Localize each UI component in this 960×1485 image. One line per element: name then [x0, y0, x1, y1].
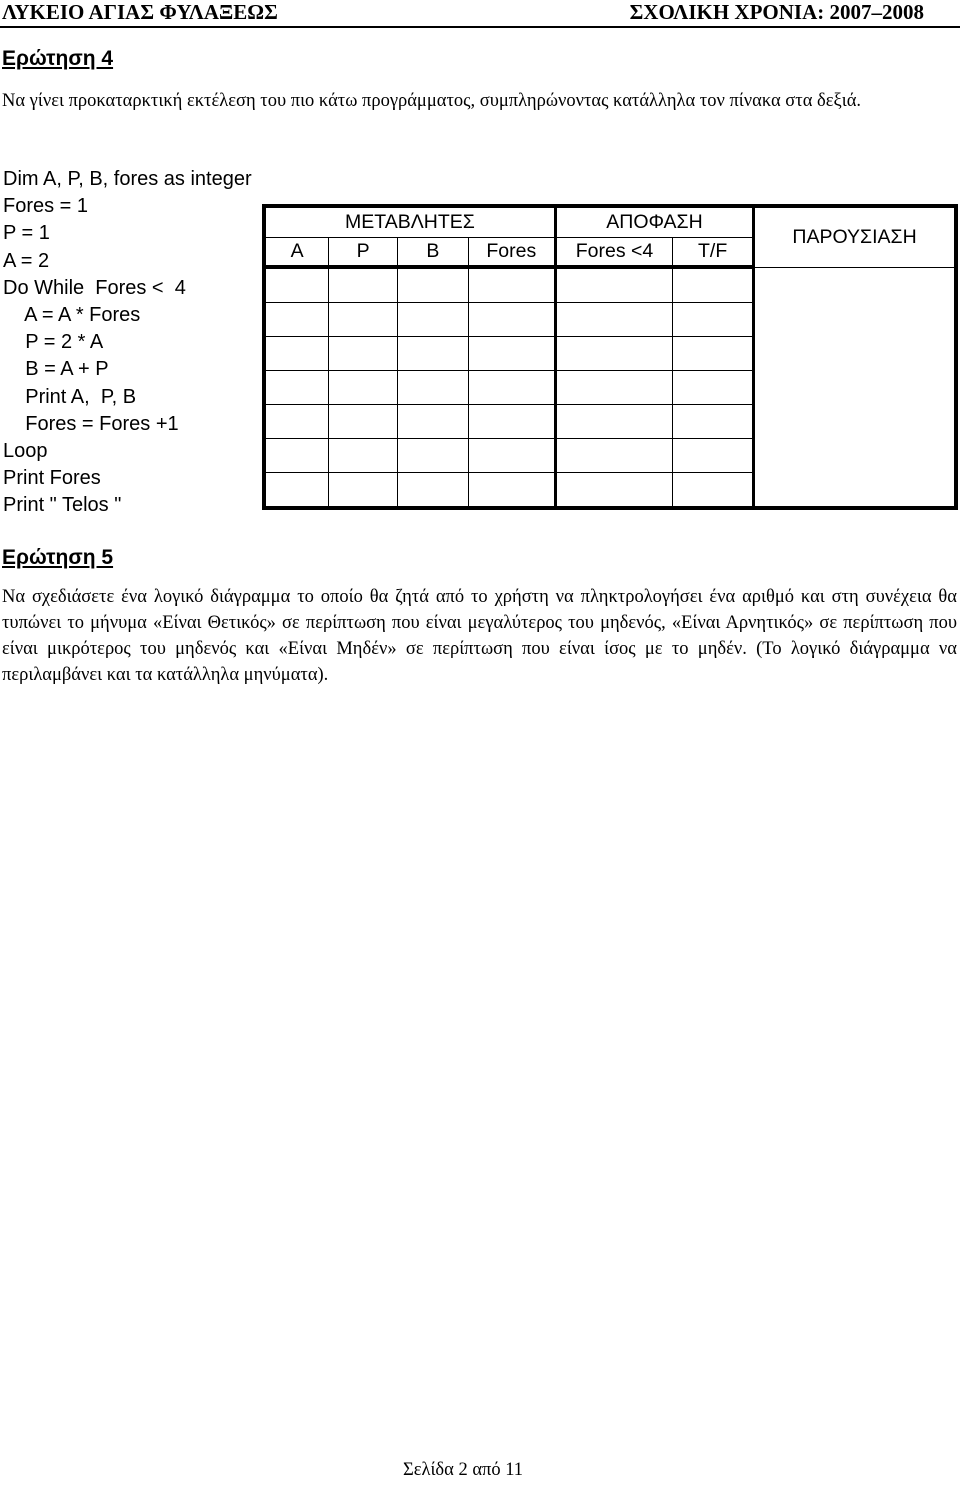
- table-cell[interactable]: [468, 303, 555, 337]
- table-cell[interactable]: [468, 439, 555, 473]
- column-header-b: B: [398, 238, 469, 268]
- code-line: Print A, P, B: [3, 385, 137, 408]
- table-cell[interactable]: [264, 473, 329, 509]
- table-cell[interactable]: [673, 337, 754, 371]
- table-cell[interactable]: [555, 405, 672, 439]
- table-cell[interactable]: [555, 473, 672, 509]
- table-cell[interactable]: [329, 337, 398, 371]
- table-cell[interactable]: [673, 473, 754, 509]
- table-cell[interactable]: [264, 371, 329, 405]
- header-rule: [0, 26, 960, 28]
- table-cell[interactable]: [398, 267, 469, 303]
- table-cell[interactable]: [264, 439, 329, 473]
- table-cell[interactable]: [329, 303, 398, 337]
- code-listing: [3, 166, 252, 519]
- code-line: B = A + P: [3, 358, 109, 381]
- decision-group-header: ΑΠΟΦΑΣΗ: [555, 206, 753, 238]
- code-line: Print Fores: [3, 467, 101, 490]
- table-cell[interactable]: [329, 371, 398, 405]
- code-line: Do While Fores < 4: [3, 276, 186, 299]
- table-cell[interactable]: [264, 337, 329, 371]
- question-5-text: Να σχεδιάσετε ένα λογικό διάγραμμα το οποίο θα ζητά από το χρήστη να πληκτρολογήσει ένα αριθμό και στη συνέχεια θα τυπώνει το μήνυμα «Είναι Θετικός» σε περίπτωση που είναι μεγαλύτερος του μηδενός, «Είναι Αρνητικός» σε περίπτωση που είναι μικρότερος του μηδενός και «Είναι Μηδέν» σε περίπτωση που είναι ίσος με το μηδέν. (Το λογικό διάγραμμα να περιλαμβάνει και τα κατάλληλα μηνύματα).: [2, 587, 957, 685]
- code-line: A = 2: [3, 249, 50, 272]
- table-cell[interactable]: [398, 473, 469, 509]
- table-cell[interactable]: [555, 337, 672, 371]
- table-cell[interactable]: [555, 267, 672, 303]
- code-line: A = A * Fores: [3, 303, 141, 326]
- table-cell[interactable]: [673, 303, 754, 337]
- table-cell[interactable]: [468, 337, 555, 371]
- variables-group-header: ΜΕΤΑΒΛΗΤΕΣ: [264, 206, 555, 238]
- question-4-title: Ερώτηση 4: [2, 47, 114, 70]
- trace-table-group-row: [264, 206, 956, 238]
- table-cell[interactable]: [264, 267, 329, 303]
- table-cell[interactable]: [673, 267, 754, 303]
- code-line: P = 1: [3, 222, 50, 245]
- column-header-p: P: [329, 238, 398, 268]
- question-5-title: Ερώτηση 5: [2, 546, 114, 569]
- table-cell[interactable]: [398, 303, 469, 337]
- question-4-text: Να γίνει προκαταρκτική εκτέλεση του πιο κάτω προγράμματος, συμπληρώνοντας κατάλληλα τον πίνακα στα δεξιά.: [2, 91, 862, 111]
- column-header-tf: T/F: [673, 238, 754, 268]
- column-header-fores: Fores: [468, 238, 555, 268]
- table-cell[interactable]: [673, 439, 754, 473]
- table-row: [264, 267, 956, 303]
- output-group-header: ΠΑΡΟΥΣΙΑΣΗ: [754, 206, 956, 267]
- trace-table: [262, 204, 958, 510]
- page-header: [0, 0, 960, 30]
- table-cell[interactable]: [398, 439, 469, 473]
- table-cell[interactable]: [468, 267, 555, 303]
- column-header-condition: Fores <4: [555, 238, 672, 268]
- table-cell[interactable]: [264, 405, 329, 439]
- school-name: ΛΥΚΕΙΟ ΑΓΙΑΣ ΦΥΛΑΞΕΩΣ: [2, 0, 278, 24]
- code-line: Fores = Fores +1: [3, 412, 179, 435]
- table-cell[interactable]: [329, 473, 398, 509]
- table-cell[interactable]: [264, 303, 329, 337]
- table-cell[interactable]: [555, 439, 672, 473]
- table-cell[interactable]: [398, 405, 469, 439]
- code-line: Dim A, P, B, fores as integer: [3, 168, 252, 190]
- table-cell[interactable]: [468, 473, 555, 509]
- table-cell[interactable]: [398, 371, 469, 405]
- table-cell[interactable]: [468, 371, 555, 405]
- table-cell[interactable]: [468, 405, 555, 439]
- column-header-a: A: [264, 238, 329, 268]
- code-line: Loop: [3, 439, 48, 462]
- table-cell[interactable]: [329, 405, 398, 439]
- table-cell[interactable]: [398, 337, 469, 371]
- table-cell[interactable]: [555, 303, 672, 337]
- table-cell[interactable]: [555, 371, 672, 405]
- table-cell[interactable]: [329, 439, 398, 473]
- code-line: Print " Telos ": [3, 494, 122, 517]
- page-number: Σελίδα 2 από 11: [402, 1460, 524, 1480]
- code-line: P = 2 * A: [3, 331, 104, 354]
- school-year: ΣΧΟΛΙΚΗ ΧΡΟΝΙΑ: 2007–2008: [629, 0, 924, 24]
- code-line: Fores = 1: [3, 195, 89, 218]
- output-cell[interactable]: [754, 267, 956, 508]
- table-cell[interactable]: [673, 405, 754, 439]
- table-cell[interactable]: [329, 267, 398, 303]
- table-cell[interactable]: [673, 371, 754, 405]
